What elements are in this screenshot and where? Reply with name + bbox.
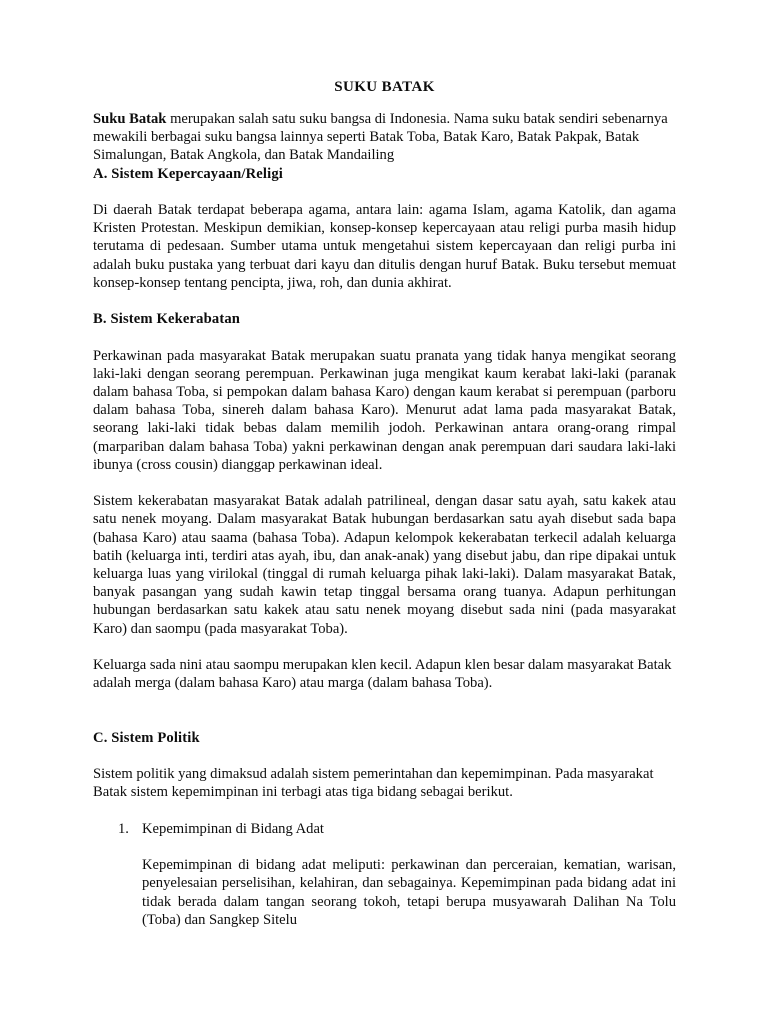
spacer	[93, 638, 676, 656]
spacer	[93, 692, 676, 710]
spacer	[93, 183, 676, 201]
list-item-marker: 1.	[118, 820, 129, 837]
spacer	[93, 802, 676, 820]
section-heading-b: B. Sistem Kekerabatan	[93, 311, 241, 328]
spacer	[93, 292, 676, 310]
section-a-paragraph-1: Di daerah Batak terdapat beberapa agama, antara lain: agama Islam, agama Katolik, dan agama Kristen Protestan. Meskipun demikian, konsep-konsep kepercayaan atau religi purba masih hidup terutama di pedesaan. Sumber utama untuk mengetahui sistem kepercayaan dan religi purba ini adalah buku pustaka yang terbuat dari kayu dan ditulis dengan huruf Batak. Buku tersebut memuat konsep-konsep tentang pencipta, jiwa, roh, dan dunia akhirat.	[93, 202, 676, 291]
spacer	[93, 474, 676, 492]
spacer	[93, 747, 676, 765]
section-heading-a: A. Sistem Kepercayaan/Religi	[93, 165, 283, 182]
list-item-body-paragraph: Kepemimpinan di bidang adat meliputi: perkawinan dan perceraian, kematian, warisan, penyelesaian perselisihan, kelahiran, dan sebagainya. Kepemimpinan pada bidang adat ini tidak berada dalam tangan seorang tokoh, tetapi berupa musyawarah Dalihan Na Tolu (Toba) dan Sangkep Sitelu	[142, 857, 676, 928]
section-b-paragraph-1: Perkawinan pada masyarakat Batak merupakan suatu pranata yang tidak hanya mengikat seorang laki-laki dengan seorang perempuan. Perkawinan juga mengikat kaum kerabat laki-laki (paranak dalam bahasa Toba, si pempokan dalam bahasa Karo) dengan kaum kerabat si perempuan (parboru dalam bahasa Toba, sinereh dalam bahasa Karo). Menurut adat lama pada masyarakat Batak, seorang laki-laki tidak bebas dalam memilih jodoh. Perkawinan antara orang-orang rimpal (marpariban dalam bahasa Toba) yakni perkawinan dengan anak perempuan dari saudara laki-laki ibunya (cross cousin) dianggap perkawinan ideal.	[93, 347, 676, 473]
spacer	[93, 328, 676, 346]
spacer	[93, 711, 676, 729]
list-item-label: Kepemimpinan di Bidang Adat	[142, 820, 324, 837]
list-item	[93, 820, 676, 838]
section-c-paragraph-1: Sistem politik yang dimaksud adalah sistem pemerintahan dan kepemimpinan. Pada masyarakat Batak sistem kepemimpinan ini terbagi atas tiga bidang sebagai berikut.	[93, 766, 654, 801]
section-heading-c: C. Sistem Politik	[93, 729, 200, 746]
section-b-paragraph-3: Keluarga sada nini atau saompu merupakan klen kecil. Adapun klen besar dalam masyarakat Batak adalah merga (dalam bahasa Karo) atau marga (dalam bahasa Toba).	[93, 657, 672, 692]
spacer	[93, 838, 676, 856]
intro-lead: Suku Batak	[93, 111, 167, 127]
intro-paragraph	[93, 110, 676, 165]
page-title: SUKU BATAK	[334, 79, 435, 95]
intro-rest: merupakan salah satu suku bangsa di Indonesia. Nama suku batak sendiri sebenarnya mewakili berbagai suku bangsa lainnya seperti Batak Toba, Batak Karo, Batak Pakpak, Batak Simalungan, Batak Angkola, dan Batak Mandailing	[93, 111, 668, 164]
section-b-paragraph-2: Sistem kekerabatan masyarakat Batak adalah patrilineal, dengan dasar satu ayah, satu kakek atau satu nenek moyang. Dalam masyarakat Batak hubungan berdasarkan satu ayah disebut sada bapa (bahasa Karo) atau saama (bahasa Toba). Adapun kelompok kekerabatan terkecil adalah keluarga batih (keluarga inti, terdiri atas ayah, ibu, dan anak-anak) yang disebut jabu, dan ripe dipakai untuk keluarga luas yang virilokal (tinggal di rumah keluarga pihak laki-laki). Dalam masyarakat Batak, banyak pasangan yang sudah kawin tetap tinggal bersama orang tuanya. Adapun perhitungan hubungan berdasarkan satu kakek atau satu nenek moyang disebut sada nini (pada masyarakat Karo) dan saompu (pada masyarakat Toba).	[93, 493, 676, 637]
leadership-list	[93, 820, 676, 838]
